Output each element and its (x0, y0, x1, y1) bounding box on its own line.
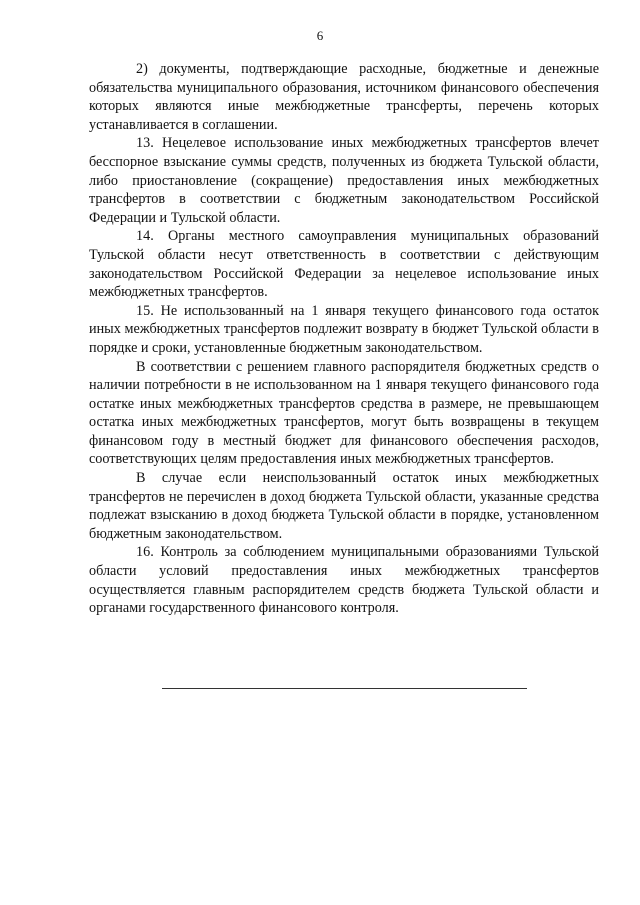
paragraph-15-recovery: В случае если неиспользованный остаток иных межбюджетных трансфертов не перечислен в доход бюджета Тульской области, указанные средства подлежат взысканию в доход бюджета Тульской области в порядке, установленном бюджетным законодательством. (89, 470, 599, 542)
document-body (89, 60, 599, 618)
paragraph-15-return: В соответствии с решением главного распорядителя бюджетных средств о наличии потребности в не использованном на 1 января текущего финансового года остатке иных межбюджетных трансфертов средства в размере, не превышающем остатка иных межбюджетных трансфертов, могут быть возвращены в текущем финансовом году в местный бюджет для финансового обеспечения расходов, соответствующих целям предоставления иных межбюджетных трансфертов. (89, 358, 599, 468)
paragraph-13: 13. Нецелевое использование иных межбюджетных трансфертов влечет бесспорное взыскание суммы средств, полученных из бюджета Тульской области, либо приостановление (сокращение) предоставления иных межбюджетных трансфертов в соответствии с бюджетным законодательством Российской Федерации и Тульской области. (89, 135, 599, 226)
paragraph-documents-list: 2) документы, подтверждающие расходные, бюджетные и денежные обязательства муниципального образования, источником финансового обеспечения которых являются иные межбюджетные трансферты, перечень которых устанавливается в соглашении. (89, 61, 599, 133)
paragraph-16: 16. Контроль за соблюдением муниципальными образованиями Тульской области условий предоставления иных межбюджетных трансфертов осуществляется главным распорядителем средств бюджета Тульской области и органами государственного финансового контроля. (89, 544, 599, 617)
paragraph-14: 14. Органы местного самоуправления муниципальных образований Тульской области несут ответственность в соответствии с действующим законодательством Российской Федерации за нецелевое использование иных межбюджетных трансфертов. (89, 228, 599, 301)
end-separator-line (162, 688, 527, 689)
page-number: 6 (316, 28, 324, 43)
paragraph-15: 15. Не использованный на 1 января текущего финансового года остаток иных межбюджетных трансфертов подлежит возврату в бюджет Тульской области в порядке и сроки, установленные бюджетным законодательством. (89, 302, 599, 356)
